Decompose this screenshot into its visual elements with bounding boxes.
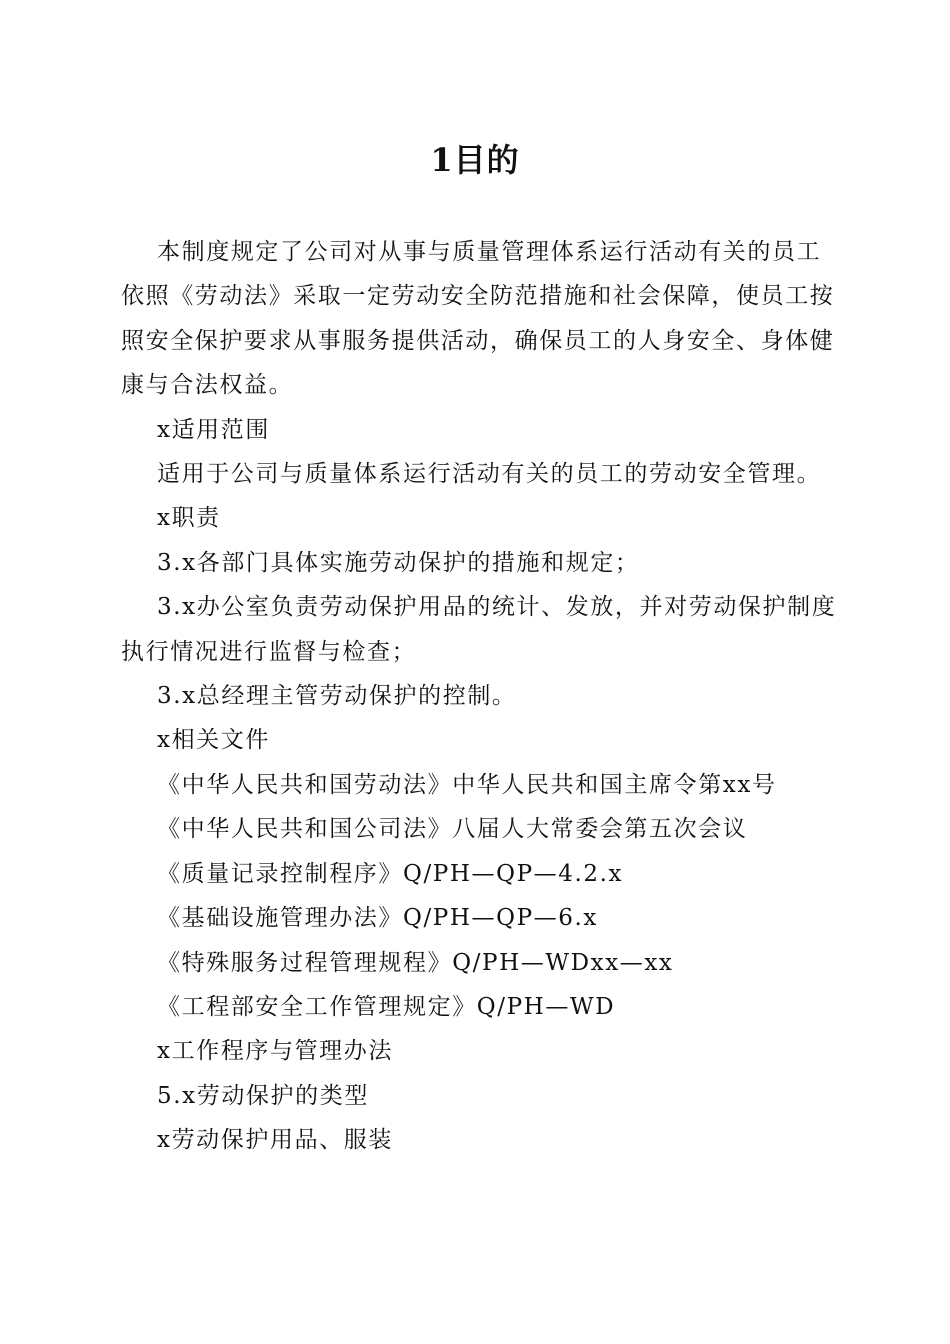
related-doc-item: 《特殊服务过程管理规程》Q/PH—WDxx—xx xyxy=(157,949,674,976)
scope-text: 适用于公司与质量体系运行活动有关的员工的劳动安全管理。 xyxy=(157,461,822,488)
page-title: 1目的 xyxy=(430,141,520,179)
purpose-paragraph: 本制度规定了公司对从事与质量管理体系运行活动有关的员工依照《劳动法》采取一定劳动安全防范措施和社会保障，使员工按照安全保护要求从事服务提供活动，确保员工的人身安全、身体健康与合法权益。 xyxy=(121,239,835,399)
related-doc-item: 《质量记录控制程序》Q/PH—QP—4.2.x xyxy=(157,860,624,887)
procedure-heading: x工作程序与管理办法 xyxy=(157,1038,393,1065)
duty-item: 3.x总经理主管劳动保护的控制。 xyxy=(157,683,517,710)
document-body xyxy=(121,230,841,1163)
protection-types-item: x劳动保护用品、服装 xyxy=(157,1127,393,1154)
related-doc-item: 《中华人民共和国劳动法》中华人民共和国主席令第xx号 xyxy=(157,771,777,798)
duty-item: 3.x办公室负责劳动保护用品的统计、发放，并对劳动保护制度执行情况进行监督与检查； xyxy=(121,594,837,665)
related-doc-item: 《工程部安全工作管理规定》Q/PH—WD xyxy=(157,993,616,1020)
duties-heading: x职责 xyxy=(157,505,221,532)
related-docs-heading: x相关文件 xyxy=(157,727,270,754)
protection-types-heading: 5.x劳动保护的类型 xyxy=(157,1082,369,1109)
related-doc-item: 《基础设施管理办法》Q/PH—QP—6.x xyxy=(157,905,598,932)
duty-item: 3.x各部门具体实施劳动保护的措施和规定； xyxy=(157,549,640,576)
related-doc-item: 《中华人民共和国公司法》八届人大常委会第五次会议 xyxy=(157,816,748,843)
scope-heading: x适用范围 xyxy=(157,416,270,443)
